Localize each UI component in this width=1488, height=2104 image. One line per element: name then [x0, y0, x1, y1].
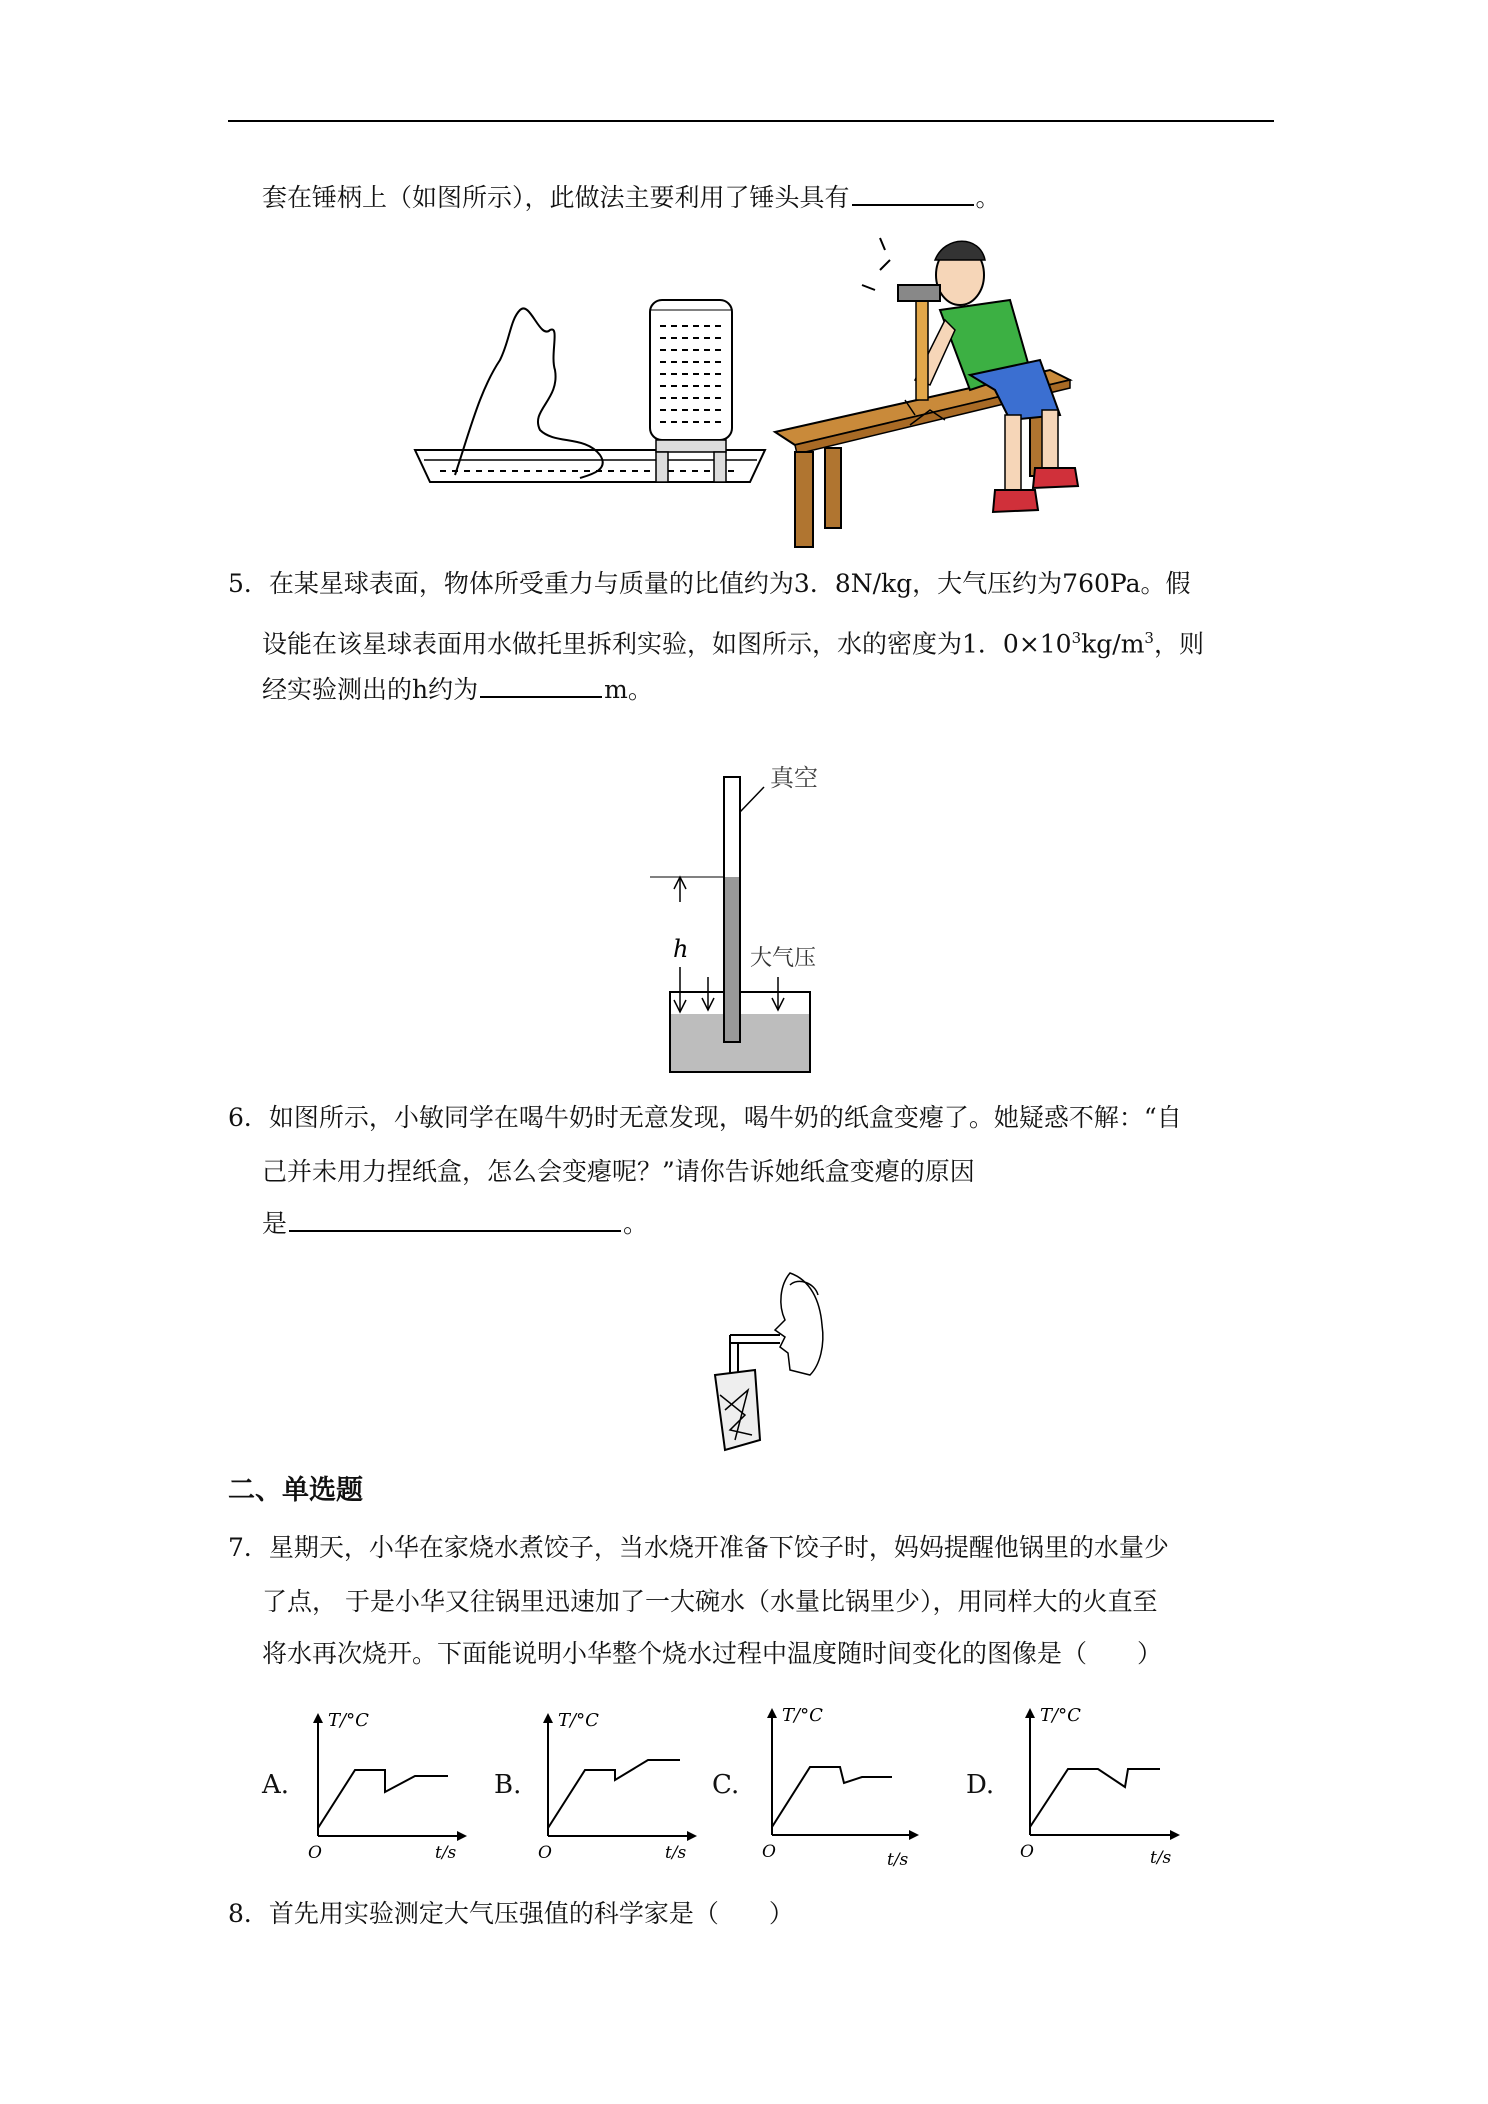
origin-label: O	[1020, 1842, 1034, 1862]
q6-line-1: 6．如图所示，小敏同学在喝牛奶时无意发现，喝牛奶的纸盒变瘪了。她疑惑不解：“自	[228, 1100, 1182, 1136]
option-a-label[interactable]: A.	[262, 1770, 290, 1800]
q4-figure	[410, 230, 1090, 550]
option-b-graph[interactable]	[530, 1700, 710, 1865]
q7-line-3: 将水再次烧开。下面能说明小华整个烧水过程中温度随时间变化的图像是（ ）	[262, 1639, 1163, 1668]
q5-line-2: 设能在该星球表面用水做托里拆利实验，如图所示，水的密度为1．$0\times 10^3kg/m^3$，则	[262, 629, 1204, 659]
atmospheric-pressure-label: 大气压	[750, 946, 817, 971]
q6-line-3: 是 。	[262, 1206, 648, 1242]
y-axis-label: T/°C	[558, 1710, 599, 1731]
milk-carton-figure	[690, 1265, 840, 1455]
origin-label: O	[308, 1843, 322, 1863]
q6-line-2: 己并未用力捏纸盒，怎么会变瘪呢？”请你告诉她纸盒变瘪的原因	[262, 1157, 975, 1186]
header-rule	[228, 120, 1274, 122]
boy-hammering-illustration	[775, 238, 1078, 547]
q5-line-1: 5．在某星球表面，物体所受重力与质量的比值约为3．8N/kg，大气压约为760Pa。假	[228, 566, 1191, 602]
q7-line-2: 了点， 于是小华又往锅里迅速加了一大碗水（水量比锅里少），用同样大的火直至	[262, 1587, 1158, 1616]
x-axis-label: t/s	[435, 1843, 457, 1863]
option-b-label[interactable]: B.	[494, 1770, 522, 1800]
torricelli-figure	[640, 752, 860, 1082]
option-c-label[interactable]: C.	[712, 1770, 740, 1800]
q5-line-3: 经实验测出的h约为 m。	[262, 672, 653, 708]
origin-label: O	[762, 1842, 776, 1862]
section-title: 二、单选题	[228, 1475, 363, 1506]
y-axis-label: T/°C	[328, 1710, 369, 1731]
y-axis-label: T/°C	[1040, 1705, 1081, 1726]
y-axis-label: T/°C	[782, 1705, 823, 1726]
origin-label: O	[538, 1843, 552, 1863]
option-d-graph[interactable]	[1008, 1695, 1193, 1870]
q8-line-1: 8．首先用实验测定大气压强值的科学家是（ ）	[228, 1896, 794, 1932]
vacuum-label: 真空	[770, 764, 818, 792]
x-axis-label: t/s	[665, 1843, 687, 1863]
answer-blank	[852, 180, 974, 206]
answer-blank	[480, 672, 602, 698]
h-label: h	[673, 935, 689, 963]
option-d-label[interactable]: D.	[966, 1770, 995, 1800]
x-axis-label: t/s	[1150, 1848, 1172, 1868]
answer-blank	[289, 1206, 621, 1232]
x-axis-label: t/s	[887, 1850, 909, 1870]
question-number: 6．	[228, 1103, 269, 1132]
question-number: 8．	[228, 1899, 269, 1928]
question-number: 5．	[228, 569, 269, 598]
water-trough-illustration	[415, 300, 765, 482]
option-c-graph[interactable]	[752, 1695, 932, 1870]
question-number: 7．	[228, 1533, 269, 1562]
q7-line-1: 7．星期天，小华在家烧水煮饺子，当水烧开准备下饺子时，妈妈提醒他锅里的水量少	[228, 1530, 1169, 1566]
option-a-graph[interactable]	[300, 1700, 480, 1865]
q4-line: 套在锤柄上（如图所示），此做法主要利用了锤头具有 。	[262, 180, 1001, 216]
